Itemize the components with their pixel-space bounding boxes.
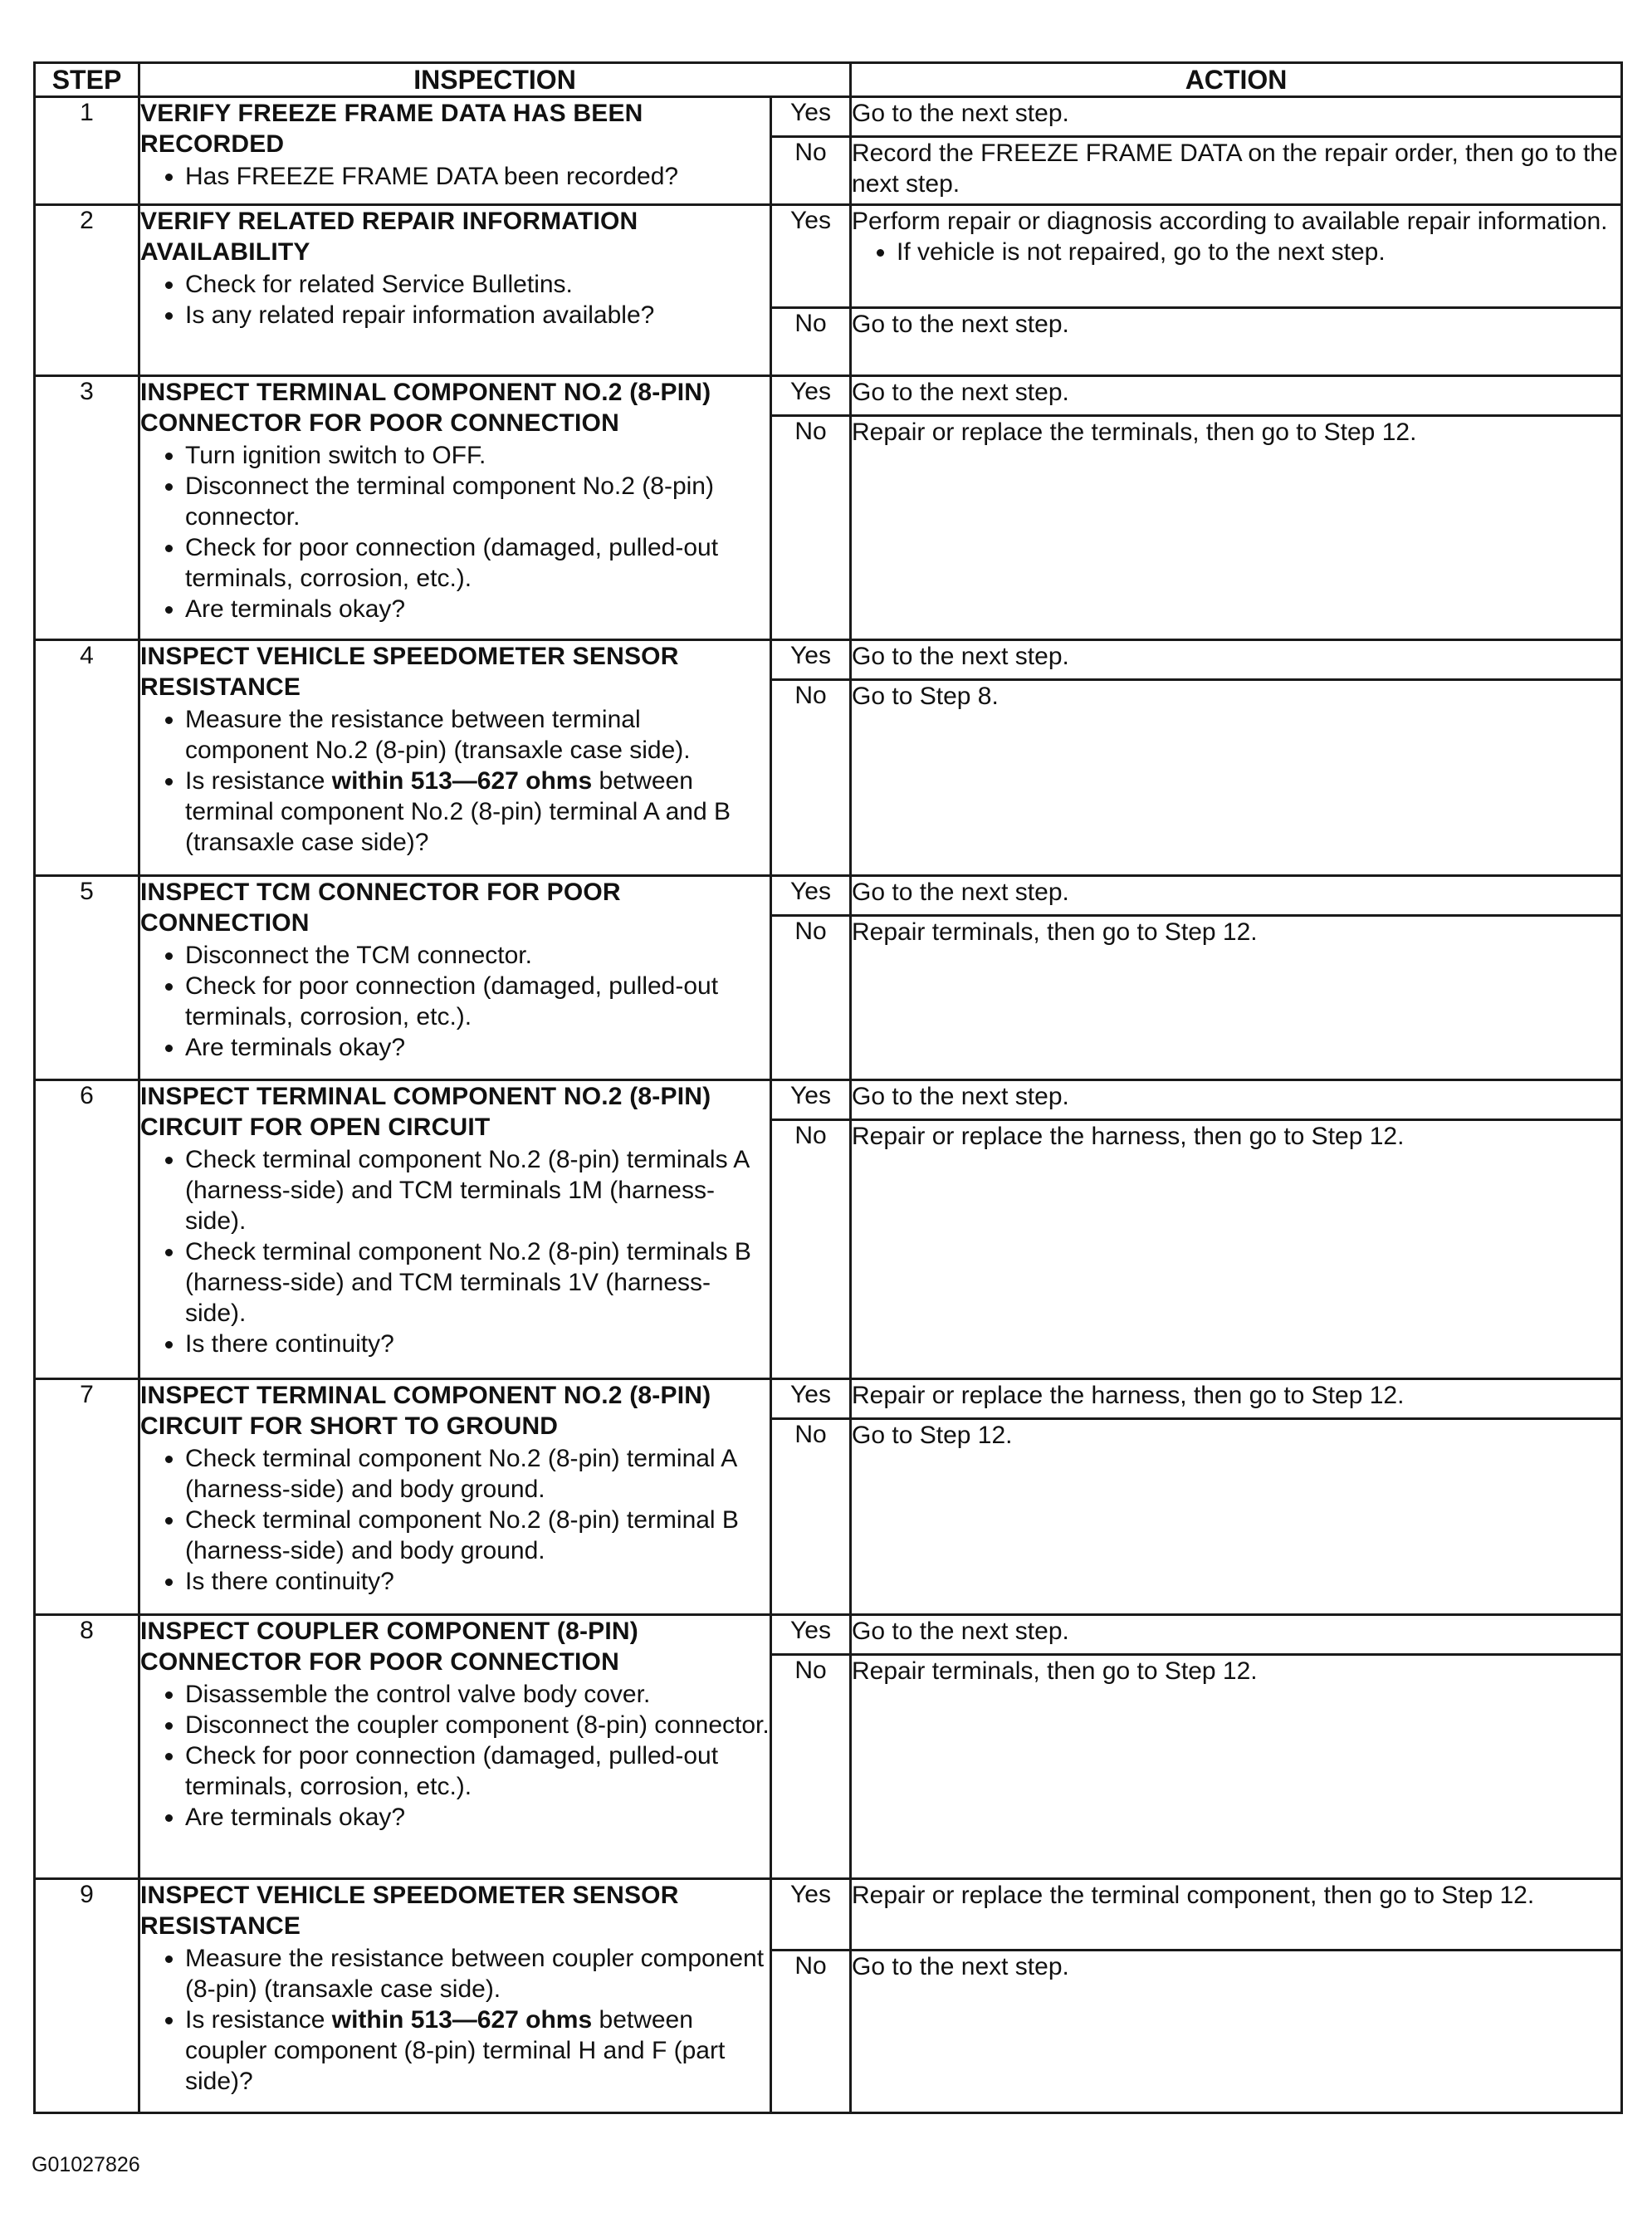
inspection-bullet: • Is any related repair information available? (185, 300, 770, 330)
step-number: 4 (35, 640, 139, 876)
inspection-title: INSPECT TCM CONNECTOR FOR POOR CONNECTION (140, 879, 621, 937)
diagnostic-table-sheet (33, 61, 1620, 2114)
inspection-bullets (140, 161, 770, 192)
inspection-title: INSPECT VEHICLE SPEEDOMETER SENSOR RESISTANCE (140, 643, 679, 701)
yes-action: Go to the next step. (851, 876, 1622, 916)
inspection-title: INSPECT VEHICLE SPEEDOMETER SENSOR RESISTANCE (140, 1882, 679, 1940)
inspection-bullet (185, 766, 770, 858)
inspection-cell (139, 1080, 771, 1379)
inspection-bullet: • Check for poor connection (damaged, pulled-out terminals, corrosion, etc.). (185, 532, 770, 594)
inspection-bullets (140, 1943, 770, 2097)
inspection-cell (139, 1879, 771, 2113)
no-label: No (771, 1120, 851, 1379)
no-action: Repair terminals, then go to Step 12. (851, 916, 1622, 1080)
inspection-cell (139, 640, 771, 876)
inspection-bullet: • Are terminals okay? (185, 594, 770, 624)
inspection-bullets (140, 269, 770, 330)
step-number: 5 (35, 876, 139, 1080)
yes-label: Yes (771, 1080, 851, 1120)
no-label: No (771, 137, 851, 205)
inspection-cell (139, 376, 771, 640)
diagnostic-table (33, 61, 1623, 2114)
bullet-text: between terminal component No.2 (8-pin) terminal A and B (transaxle case side)? (185, 767, 731, 856)
header-step: STEP (35, 63, 139, 97)
yes-action: Go to the next step. (851, 1080, 1622, 1120)
inspection-cell (139, 205, 771, 376)
no-label: No (771, 916, 851, 1080)
step-2-yes-row (35, 205, 1622, 308)
inspection-bullet: • Check for poor connection (damaged, pulled-out terminals, corrosion, etc.). (185, 1740, 770, 1802)
step-1-yes-row (35, 97, 1622, 137)
inspection-title: INSPECT TERMINAL COMPONENT NO.2 (8-PIN) CIRCUIT FOR SHORT TO GROUND (140, 1382, 711, 1440)
yes-label: Yes (771, 1379, 851, 1419)
no-action: Repair or replace the terminals, then go to Step 12. (851, 416, 1622, 640)
inspection-bullets (140, 440, 770, 624)
no-action: Go to the next step. (851, 308, 1622, 376)
bullet-text: between coupler component (8-pin) terminal H and F (part side)? (185, 2006, 726, 2095)
no-label: No (771, 1419, 851, 1615)
step-number: 9 (35, 1879, 139, 2113)
inspection-bullets (140, 1679, 770, 1833)
no-action: Repair or replace the harness, then go to Step 12. (851, 1120, 1622, 1379)
step-number: 1 (35, 97, 139, 205)
inspection-bullet: • Check terminal component No.2 (8-pin) terminal A (harness-side) and body ground. (185, 1443, 770, 1505)
no-action: Go to Step 12. (851, 1419, 1622, 1615)
inspection-bullet: • Disconnect the TCM connector. (185, 940, 770, 971)
step-8-yes-row (35, 1615, 1622, 1655)
yes-label: Yes (771, 205, 851, 308)
inspection-bullet: • Check for poor connection (damaged, pulled-out terminals, corrosion, etc.). (185, 971, 770, 1032)
inspection-bullet: • Disconnect the coupler component (8-pin) connector. (185, 1710, 770, 1740)
inspection-title: VERIFY RELATED REPAIR INFORMATION AVAILABILITY (140, 208, 638, 266)
step-number: 8 (35, 1615, 139, 1879)
bullet-text: Is resistance (185, 767, 332, 795)
inspection-title: INSPECT TERMINAL COMPONENT NO.2 (8-PIN) CIRCUIT FOR OPEN CIRCUIT (140, 1083, 711, 1141)
inspection-cell (139, 876, 771, 1080)
step-number: 3 (35, 376, 139, 640)
no-action: Record the FREEZE FRAME DATA on the repair order, then go to the next step. (851, 137, 1622, 205)
step-number: 6 (35, 1080, 139, 1379)
inspection-bullet: • Check terminal component No.2 (8-pin) terminal B (harness-side) and body ground. (185, 1505, 770, 1566)
inspection-bullet (185, 2004, 770, 2097)
no-label: No (771, 1951, 851, 2113)
inspection-bullet: • Turn ignition switch to OFF. (185, 440, 770, 471)
yes-action-bullets (852, 237, 1620, 267)
yes-action: Go to the next step. (851, 1615, 1622, 1655)
header-row (35, 63, 1622, 97)
resistance-spec: within 513—627 ohms (331, 2006, 593, 2034)
yes-action-cell (851, 205, 1622, 308)
header-action: ACTION (851, 63, 1622, 97)
inspection-cell (139, 97, 771, 205)
yes-action: Go to the next step. (851, 376, 1622, 416)
inspection-bullet: • Measure the resistance between coupler component (8-pin) (transaxle case side). (185, 1943, 770, 2004)
step-number: 7 (35, 1379, 139, 1615)
figure-code: G01027826 (32, 2153, 140, 2176)
step-4-yes-row (35, 640, 1622, 680)
inspection-bullet: • Are terminals okay? (185, 1032, 770, 1063)
inspection-title: INSPECT TERMINAL COMPONENT NO.2 (8-PIN) CONNECTOR FOR POOR CONNECTION (140, 379, 711, 437)
yes-action-bullet: • If vehicle is not repaired, go to the next step. (897, 237, 1620, 267)
no-label: No (771, 308, 851, 376)
yes-label: Yes (771, 97, 851, 137)
inspection-bullet: • Check terminal component No.2 (8-pin) terminals A (harness-side) and TCM terminals 1M (harness-side). (185, 1144, 770, 1236)
no-label: No (771, 1655, 851, 1879)
yes-action: Go to the next step. (851, 97, 1622, 137)
no-action: Go to Step 8. (851, 680, 1622, 876)
yes-action: Repair or replace the terminal component, then go to Step 12. (851, 1879, 1622, 1951)
inspection-bullets (140, 1144, 770, 1359)
yes-label: Yes (771, 640, 851, 680)
bullet-text: Is resistance (185, 2006, 332, 2034)
yes-action: Go to the next step. (851, 640, 1622, 680)
yes-action: Repair or replace the harness, then go to Step 12. (851, 1379, 1622, 1419)
step-7-yes-row (35, 1379, 1622, 1419)
step-6-yes-row (35, 1080, 1622, 1120)
inspection-bullet: • Are terminals okay? (185, 1802, 770, 1833)
inspection-bullet: • Is there continuity? (185, 1329, 770, 1359)
inspection-bullet: • Check terminal component No.2 (8-pin) terminals B (harness-side) and TCM terminals 1V (harness-side). (185, 1236, 770, 1329)
step-5-yes-row (35, 876, 1622, 916)
no-label: No (771, 416, 851, 640)
inspection-cell (139, 1615, 771, 1879)
inspection-bullet: • Has FREEZE FRAME DATA been recorded? (185, 161, 770, 192)
step-9-yes-row (35, 1879, 1622, 1951)
inspection-title: INSPECT COUPLER COMPONENT (8-PIN) CONNECTOR FOR POOR CONNECTION (140, 1618, 638, 1676)
no-label: No (771, 680, 851, 876)
yes-label: Yes (771, 876, 851, 916)
inspection-bullets (140, 704, 770, 858)
yes-label: Yes (771, 1879, 851, 1951)
inspection-bullet: • Measure the resistance between terminal component No.2 (8-pin) (transaxle case side). (185, 704, 770, 766)
no-action: Repair terminals, then go to Step 12. (851, 1655, 1622, 1879)
step-number: 2 (35, 205, 139, 376)
inspection-bullet: • Disconnect the terminal component No.2 (8-pin) connector. (185, 471, 770, 532)
inspection-bullet: • Check for related Service Bulletins. (185, 269, 770, 300)
inspection-bullets (140, 940, 770, 1063)
inspection-title: VERIFY FREEZE FRAME DATA HAS BEEN RECORDED (140, 100, 643, 158)
step-3-yes-row (35, 376, 1622, 416)
inspection-bullets (140, 1443, 770, 1597)
yes-label: Yes (771, 1615, 851, 1655)
yes-action: Perform repair or diagnosis according to available repair information. (852, 208, 1608, 235)
inspection-bullet: • Disassemble the control valve body cover. (185, 1679, 770, 1710)
header-inspection: INSPECTION (139, 63, 851, 97)
inspection-cell (139, 1379, 771, 1615)
yes-label: Yes (771, 376, 851, 416)
no-action: Go to the next step. (851, 1951, 1622, 2113)
inspection-bullet: • Is there continuity? (185, 1566, 770, 1597)
resistance-spec: within 513—627 ohms (331, 767, 593, 795)
